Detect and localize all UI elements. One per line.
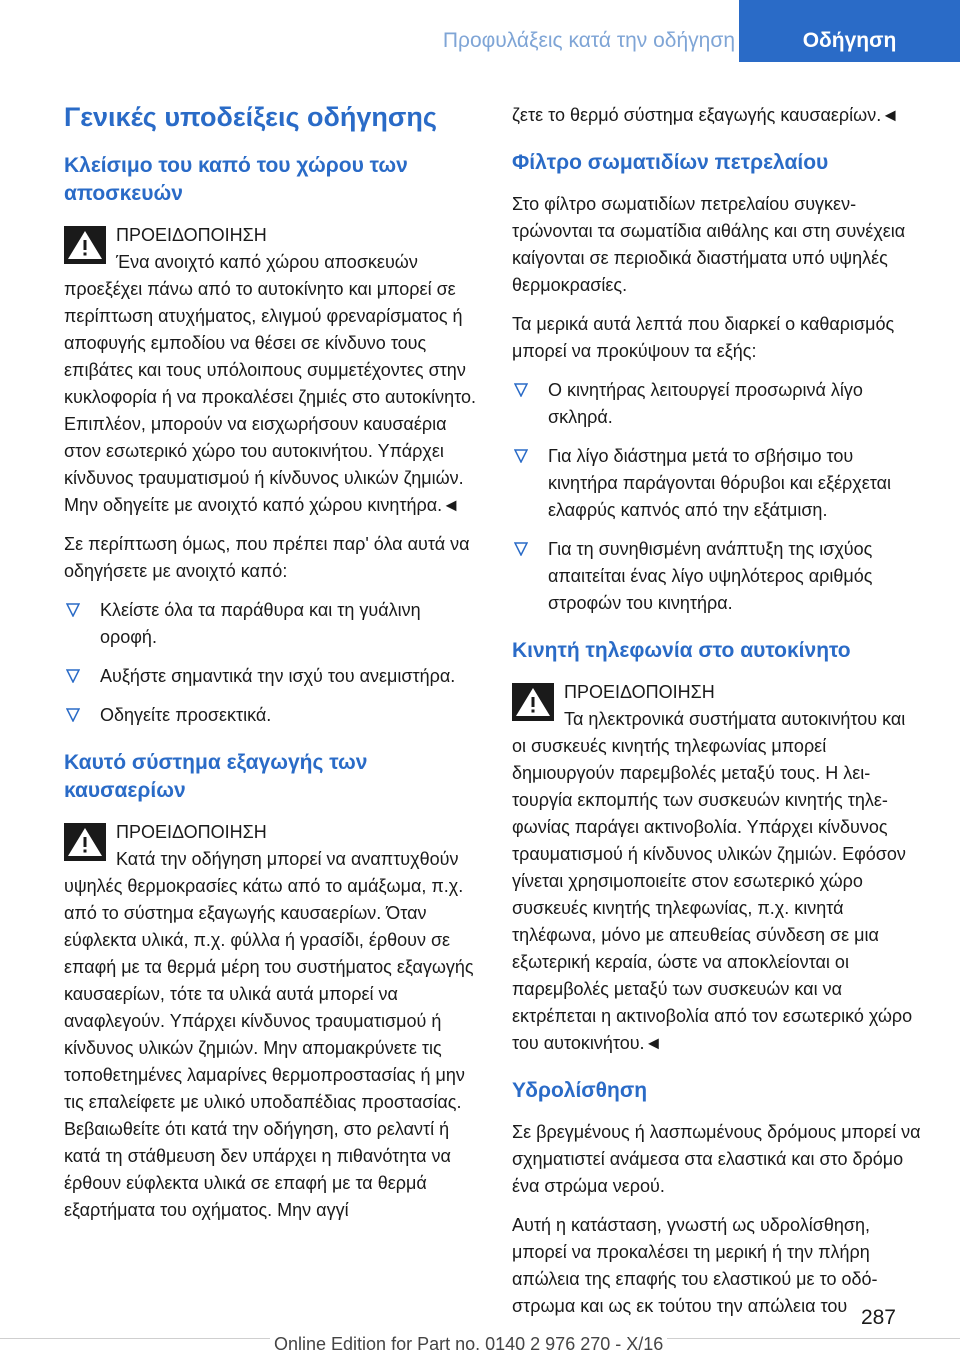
bullet-triangle-icon [66,708,80,722]
bullet-triangle-icon [66,603,80,617]
warning-triangle-icon [64,226,106,264]
bullet-triangle-icon [66,669,80,683]
warning-block [64,819,482,1224]
bullet-triangle-icon [514,449,528,463]
list-item [64,597,482,651]
warning-label: ΠΡΟΕΙΔΟΠΟΙΗΣΗ [116,225,267,245]
list-item-text: Αυξήστε σημαντικά την ισχύ του ανεμιστήρα. [100,666,456,686]
section-heading-exhaust: Καυτό σύστημα εξαγωγής των καυσαερίων [64,751,368,802]
section-heading-mobile-phone: Κινητή τηλεφωνία στο αυτοκίνητο [512,639,851,662]
section-heading-diesel-filter: Φίλτρο σωματιδίων πετρελαίου [512,151,829,174]
right-column [512,102,924,1332]
list-item-text: Ο κινητήρας λειτουργεί προσωρινά λίγο σκληρά. [548,380,863,427]
list-item-text: Για τη συνηθισμένη ανάπτυξη της ισχύος απαιτείται ένας λίγο υψηλότερος αριθμός στροφών του κινητήρα. [548,539,873,613]
bullet-list [64,597,482,729]
warning-block [512,679,924,1057]
warning-triangle-icon [64,823,106,861]
bullet-triangle-icon [514,383,528,397]
paragraph: Σε περίπτωση όμως, που πρέπει παρ' όλα αυτά να οδηγήσετε με ανοιχτό καπό: [64,534,470,581]
tab-driving[interactable]: Οδήγηση [739,0,960,62]
left-column [64,100,482,1236]
section-heading-trunk-lid: Κλείσιμο του καπό του χώρου των αποσκευών [64,154,408,205]
warning-text: Τα ηλεκτρονικά συστήματα αυτοκινήτου και οι συσκευές κινητής τηλεφωνίας μπορεί δημιουργούν παρεμβολές μεταξύ τους. Η λειτουργία εκπομπής των συσκευών κινητής τηλεφωνίας παράγει ακτινοβολία. Υπάρχει κίνδυνος τραυματισμού ή κίνδυνος υλικών ζημιών. Εφόσον γίνεται χρησιμοποιείτε στον εσωτερικό χώρο συσκευές κινητής τηλεφωνίας, π.χ. κινητά τηλέφωνα, μόνο με απευθείας σύνδεση σε μια εξωτερική κεραία, ώστε να αποκλείονται οι παρεμβολές μεταξύ των συσκευών και να εκτρέπεται η ακτινοβολία από τον εσωτερικό χώρο του αυτοκινήτου.◄ [512,709,913,1053]
paragraph: Αυτή η κατάσταση, γνωστή ως υδρολίσθηση, μπορεί να προκαλέσει τη μερική ή την πλήρη απώλεια της επαφής του ελαστικού με το οδόστρωμα και ως εκ τούτου την απώλεια του [512,1215,878,1316]
list-item-text: Για λίγο διάστημα μετά το σβήσιμο του κινητήρα παράγονται θόρυβοι και εξέρχεται ελαφρύς καπνός από την εξάτμιση. [548,446,892,520]
page-header [0,0,960,62]
section-heading-aquaplaning: Υδρολίσθηση [512,1079,648,1102]
warning-label: ΠΡΟΕΙΔΟΠΟΙΗΣΗ [564,682,715,702]
warning-block [64,222,482,519]
edition-note: Online Edition for Part no. 0140 2 976 270 - X/16 [270,1334,667,1355]
list-item-text: Οδηγείτε προσεκτικά. [100,705,272,725]
list-item [64,702,482,729]
page-title: Γενικές υποδείξεις οδήγησης [64,102,437,132]
list-item [64,663,482,690]
warning-text: Ένα ανοιχτό καπό χώρου αποσκευών προεξέχει πάνω από το αυτοκίνητο και μπορεί σε περίπτωση ατυχήματος, ελιγμού φρεναρίσματος ή αποφυγής εμποδίου να θέσει σε κίνδυνο τους επιβάτες και τους υπόλοιπους συμμετέχοντες στην κυκλοφορία ή να προκαλέσει ζημιές στο αυτοκίνητο. Επιπλέον, μπορούν να εισχωρήσουν καυσαέρια στον εσωτερικό χώρο του αυτοκινήτου. Υπάρχει κίνδυνος τραυματισμού ή κίνδυνος υλικών ζημιών. Μην οδηγείτε με ανοιχτό καπό χώρου κινητήρα.◄ [64,252,477,515]
list-item [512,377,924,431]
paragraph: Τα μερικά αυτά λεπτά που διαρκεί ο καθαρισμός μπορεί να προκύψουν τα εξής: [512,314,895,361]
warning-text: Κατά την οδήγηση μπορεί να αναπτυχθούν υψηλές θερμοκρασίες κάτω από το αμάξωμα, π.χ. από το σύστημα εξαγωγής καυσαερίων. Όταν εύφλεκτα υλικά, π.χ. φύλλα ή γρασίδι, έρθουν σε επαφή με τα θερμά μέρη του συστήματος εξαγωγής καυσαερίων, τότε τα υλικά αυτά μπορεί να αναφλεγούν. Υπάρχει κίνδυνος τραυματισμού ή κίνδυνος υλικών ζημιών. Μην απομακρύνετε τις τοποθετημένες λαμαρίνες θερμοπροστασίας ή μην τις επαλείφετε με υλικό υποδαπέδιας προστασίας. Βεβαιωθείτε ότι κατά την οδήγηση, στο ρελαντί ή κατά τη στάθμευση δεν υπάρχει η πιθανότητα να έρθουν εύφλεκτα υλικά σε επαφή με τα θερμά εξαρτήματα του οχήματος. Μην αγγί [64,849,474,1220]
list-item-text: Κλείστε όλα τα παράθυρα και τη γυάλινη οροφή. [100,600,421,647]
list-item [512,443,924,524]
warning-triangle-icon [512,683,554,721]
bullet-list [512,377,924,617]
page-number: 287 [860,1306,896,1329]
paragraph: Σε βρεγμένους ή λασπωμένους δρόμους μπορεί να σχηματιστεί ανάμεσα στα ελαστικά και στο δρόμο ένα στρώμα νερού. [512,1122,921,1196]
list-item [512,536,924,617]
section-breadcrumb[interactable]: Προφυλάξεις κατά την οδήγηση [442,29,735,52]
bullet-triangle-icon [514,542,528,556]
paragraph-continuation: ζετε το θερμό σύστημα εξαγωγής καυσαερίων.◄ [512,105,900,125]
warning-label: ΠΡΟΕΙΔΟΠΟΙΗΣΗ [116,822,267,842]
paragraph: Στο φίλτρο σωματιδίων πετρελαίου συγκεντρώνονται τα σωματίδια αιθάλης και στη συνέχεια καίγονται σε περιοδικά διαστήματα υπό υψηλές θερμοκρασίες. [512,194,906,295]
